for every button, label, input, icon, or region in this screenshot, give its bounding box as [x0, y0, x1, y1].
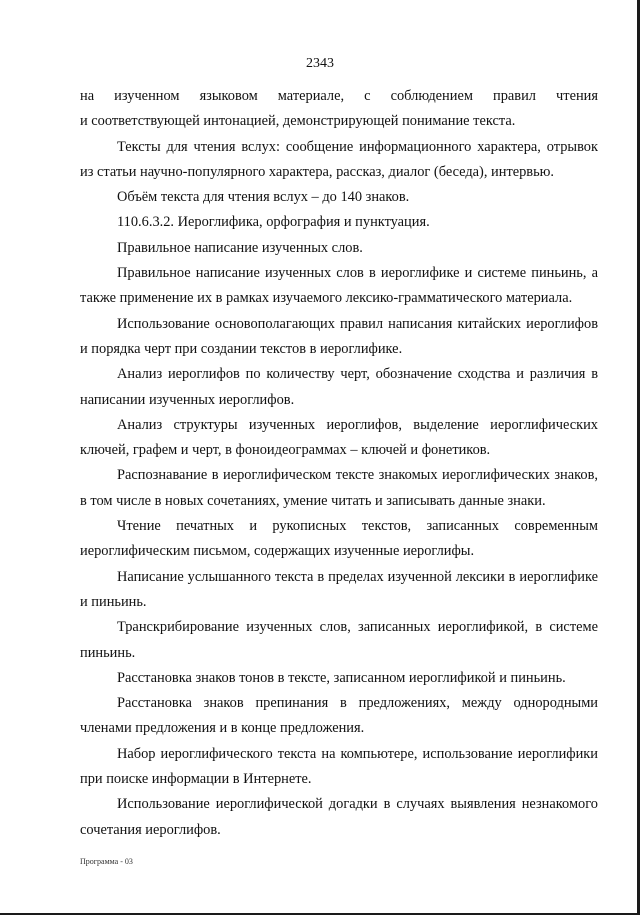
paragraph: Чтение печатных и рукописных текстов, записанных современным иероглифическим письмом, содержащих изученные иероглифы.	[80, 518, 598, 560]
paragraph: Расстановка знаков препинания в предложениях, между однородными членами предложения и в конце предложения.	[80, 695, 598, 737]
paragraph: Анализ структуры изученных иероглифов, выделение иероглифических ключей, графем и черт, в фоноидеограммах – ключей и фонетиков.	[80, 416, 598, 459]
body-text	[80, 84, 598, 843]
paragraph: Правильное написание изученных слов в иероглифике и системе пиньинь, а также применение их в рамках изучаемого лексико-грамматического материала.	[80, 265, 598, 307]
paragraph: на изученном языковом материале, с соблюдением правил чтения	[80, 88, 598, 104]
paragraph: Объём текста для чтения вслух – до 140 знаков.	[117, 189, 410, 206]
paragraph: Набор иероглифического текста на компьютере, использование иероглифики при поиске информации в Интернете.	[80, 745, 598, 788]
paragraph: Использование основополагающих правил написания китайских иероглифов и порядка черт при создании текстов в иероглифике.	[80, 315, 598, 357]
section-heading: 110.6.3.2. Иероглифика, орфография и пунктуация.	[117, 214, 430, 231]
paragraph: Распознавание в иероглифическом тексте знакомых иероглифических знаков, в том числе в новых сочетаниях, умение читать и записывать данные знаки.	[80, 467, 598, 509]
footer-text: Программа - 03	[80, 857, 133, 866]
paragraph: Правильное написание изученных слов.	[117, 239, 363, 256]
paragraph: Написание услышанного текста в пределах изученной лексики в иероглифике и пиньинь.	[80, 568, 598, 610]
paragraph: Транскрибирование изученных слов, записанных иероглификой, в системе пиньинь.	[80, 619, 598, 661]
page-number: 2343	[306, 56, 334, 71]
paragraph: Тексты для чтения вслух: сообщение информационного характера, отрывок из статьи научно-популярного характера, рассказ, диалог (беседа), интервью.	[80, 138, 598, 180]
paragraph: Анализ иероглифов по количеству черт, обозначение сходства и различия в написании изученных иероглифов.	[80, 366, 598, 408]
paragraph: Использование иероглифической догадки в случаях выявления незнакомого сочетания иероглифов.	[80, 796, 598, 838]
paragraph: и соответствующей интонацией, демонстрирующей понимание текста.	[80, 113, 516, 130]
paragraph: Расстановка знаков тонов в тексте, записанном иероглификой и пиньинь.	[117, 669, 566, 686]
